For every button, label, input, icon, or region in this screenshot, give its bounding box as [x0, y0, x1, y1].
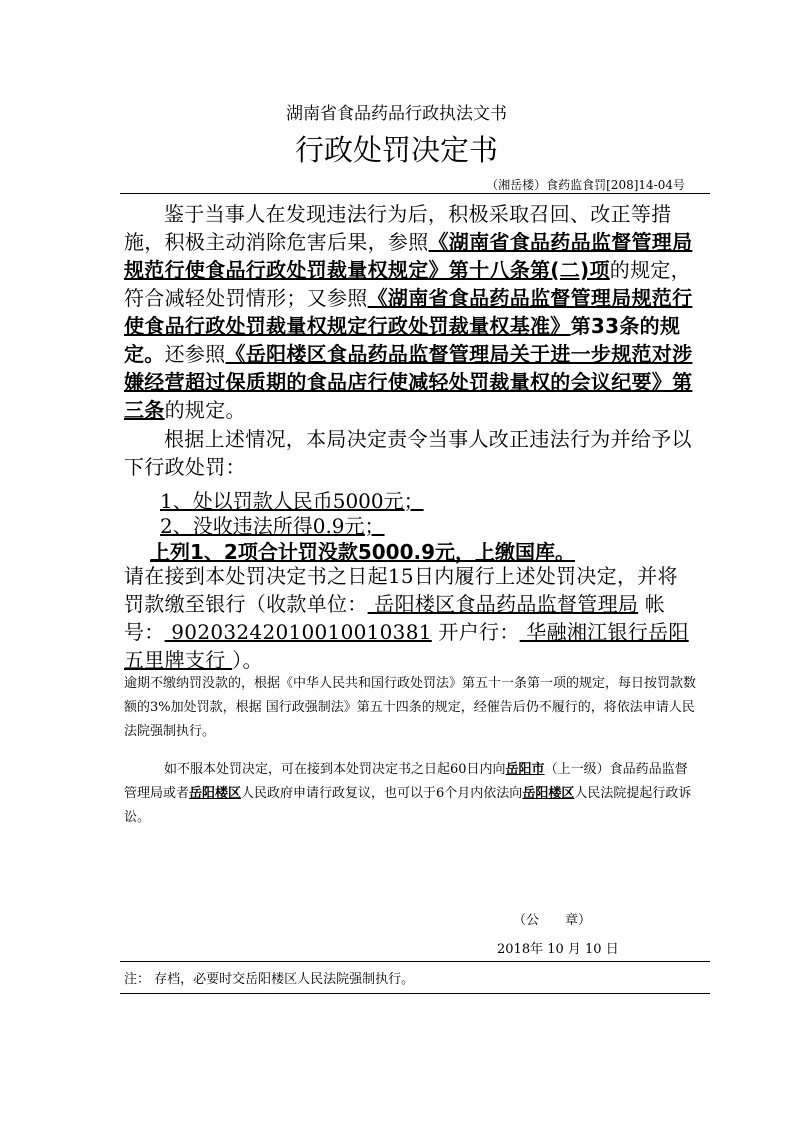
- footer-divider-top: [120, 961, 710, 962]
- archive-note: 注： 存档，必要时交岳阳楼区人民法院强制执行。: [124, 972, 415, 987]
- payee-name: 岳阳楼区食品药品监督管理局: [367, 592, 639, 616]
- footer-divider-bottom: [120, 993, 710, 994]
- regulation-ref-2-article: 第33条的规定。: [124, 314, 681, 366]
- reasoning-paragraph: [124, 200, 696, 424]
- payment-paragraph: [124, 562, 696, 674]
- bank-label: 开户行：: [431, 620, 520, 644]
- bank-name: 华融湘江银行岳阳五里牌支行: [124, 620, 689, 672]
- document-number: （湘岳楼）食药监食罚[208]14-04号: [486, 178, 685, 192]
- appeal-text-4: 人民法院提起行政诉讼。: [124, 786, 692, 825]
- appeal-city: 岳阳市: [505, 762, 545, 777]
- payment-lead: 请在接到本处罚决定书之日起15日内履行上述处罚决定，并将罚款缴至银行（收款单位：: [124, 564, 678, 616]
- regulation-ref-3: 《岳阳楼区食品药品监督管理局关于进一步规范对涉嫌经营超过保质期的食品店行使减轻处罚裁量权的会议纪要》第三条: [124, 342, 693, 422]
- page-title: 行政处罚决定书: [294, 133, 498, 167]
- appeal-district-1: 岳阳楼区: [189, 786, 242, 801]
- appeal-text-3: 人民政府申请行政复议，也可以于6个月内依法向: [241, 786, 523, 801]
- decision-paragraph: [124, 425, 696, 481]
- penalty-total: 上列1、2项合计罚没款5000.9元，上缴国库。: [150, 540, 576, 564]
- header-divider: [120, 193, 710, 194]
- penalty-item-1: 1、处以罚款人民币5000元；: [160, 489, 424, 513]
- reasoning-text-4: 的规定。: [164, 398, 246, 422]
- regulation-ref-1: 《湖南省食品药品监督管理局规范行使食品行政处罚裁量权规定》第十八条第(二)项: [124, 230, 693, 282]
- appeal-district-2: 岳阳楼区: [522, 786, 575, 801]
- overdue-text: 逾期不缴纳罚没款的，根据《中华人民共和国行政处罚法》第五十一条第一项的规定，每日按罚款数额的3%加处罚款，根据 国行政强制法》第五十四条的规定，经催告后仍不履行的，将依法申请人民法院强制执行。: [124, 676, 697, 739]
- issue-date: 2018年 10 月 10 日: [497, 942, 619, 957]
- overdue-paragraph: [124, 672, 698, 744]
- agency-doc-type: 湖南省食品药品行政执法文书: [286, 104, 507, 124]
- penalty-item-2: 2、没收违法所得0.9元；: [160, 514, 385, 538]
- appeal-paragraph: [124, 758, 698, 830]
- reasoning-text-1: 鉴于当事人在发现违法行为后，积极采取召回、改正等措施，积极主动消除危害后果，参照: [124, 202, 672, 254]
- reasoning-text-2: 的规定，符合减轻处罚情形；又参照: [124, 258, 691, 310]
- decision-text: 根据上述情况，本局决定责令当事人改正违法行为并给予以下行政处罚：: [124, 427, 692, 479]
- account-number: 90203242010010010381: [164, 620, 432, 644]
- reasoning-text-3: 还参照: [164, 342, 226, 366]
- appeal-text-1: 如不服本处罚决定，可在接到本处罚决定书之日起60日内向: [164, 762, 506, 777]
- appeal-text-2: （上一级）食品药品监督管理局或者: [124, 762, 688, 801]
- regulation-ref-2: 《湖南省食品药品监督管理局规范行使食品行政处罚裁量权规定行政处罚裁量权基准》: [124, 286, 693, 338]
- account-label: 帐号：: [124, 592, 666, 644]
- official-seal-label: （公 章）: [513, 913, 592, 928]
- payment-end: ）。: [232, 648, 263, 672]
